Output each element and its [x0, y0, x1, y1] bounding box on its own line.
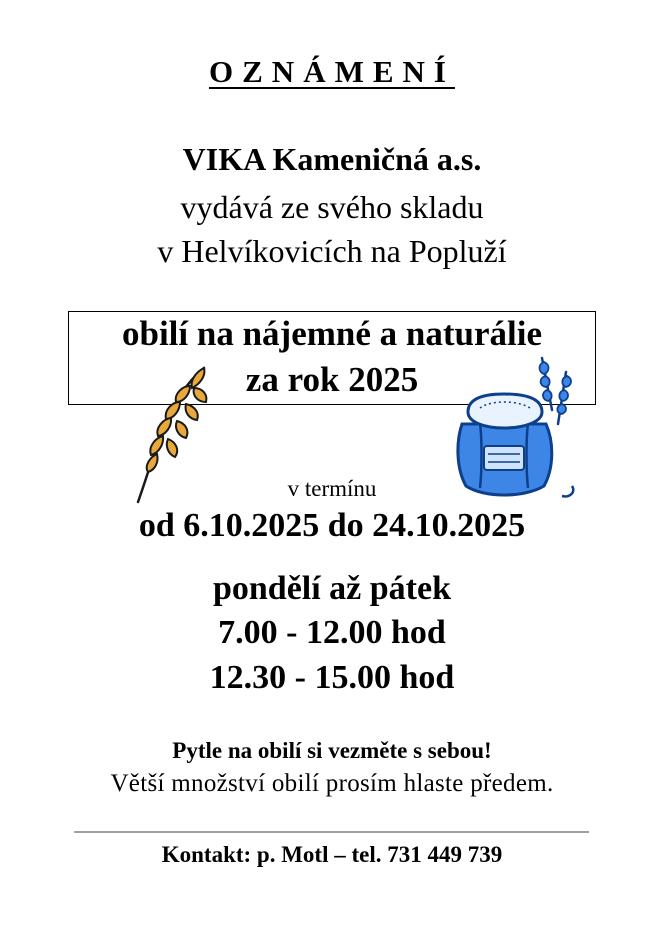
hours-afternoon: 12.30 - 15.00 hod: [209, 659, 455, 696]
announcement-title: [0, 54, 664, 90]
weekdays: pondělí až pátek: [212, 570, 452, 607]
issue-line: vydává ze svého skladu: [180, 189, 484, 225]
bags-note: Pytle na obilí si vezměte s sebou!: [172, 738, 492, 763]
announcement-title-text: OZNÁMENÍ: [209, 54, 455, 89]
divider: [74, 831, 589, 833]
contact-line: Kontakt: p. Motl – tel. 731 449 739: [161, 842, 503, 867]
hours-morning: 7.00 - 12.00 hod: [218, 614, 446, 651]
quantity-note: Větší množství obilí prosím hlaste předem.: [110, 770, 554, 797]
location-line: v Helvíkovicích na Popluží: [157, 233, 507, 269]
highlight-line-2: za rok 2025: [245, 360, 419, 399]
term-label: v termínu: [287, 476, 377, 501]
company-name: VIKA Kameničná a.s.: [182, 141, 482, 177]
date-range: od 6.10.2025 do 24.10.2025: [138, 507, 526, 544]
highlight-line-1: obilí na nájemné a naturálie: [121, 314, 543, 353]
